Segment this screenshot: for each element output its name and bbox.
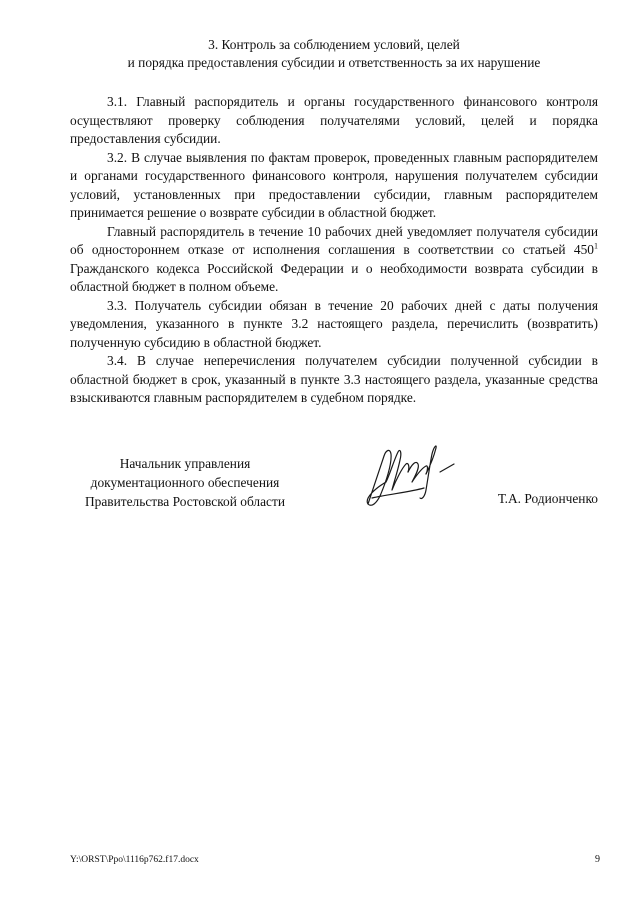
signatory-title-line-1: Начальник управления xyxy=(119,456,251,471)
signature-block xyxy=(70,454,598,524)
paragraph-3-3: 3.3. Получатель субсидии обязан в течение 20 рабочих дней с даты получения уведомления, указанного в пункте 3.2 настоящего раздела, перечислить (возвратить) полученную субсидию в областной бюджет. xyxy=(70,297,598,350)
handwritten-signature xyxy=(350,438,460,516)
paragraph-3-4: 3.4. В случае неперечисления получателем субсидии полученной субсидии в областной бюджет в срок, указанный в пункте 3.3 настоящего раздела, указанные средства взыскиваются главным распорядителем в судебном порядке. xyxy=(70,353,598,405)
article-superscript: 1 xyxy=(594,241,598,251)
paragraph-3-2-notice xyxy=(70,223,598,297)
signatory-name: Т.А. Родионченко xyxy=(497,491,598,506)
footer-file-path: Y:\ORST\Ppo\1116p762.f17.docx xyxy=(70,855,199,865)
paragraph-3-2-notice-text-end: Гражданского кодекса Российской Федерации и о необходимости возврата субсидии в областной бюджет в полном объеме. xyxy=(70,260,598,294)
paragraph-3-2: 3.2. В случае выявления по фактам проверок, проведенных главным распорядителем и органами государственного финансового контроля, нарушения получателем субсидии условий, установленных при предоставлении субсидии, главным распорядителем принимается решение о возврате субсидии в областной бюджет. xyxy=(70,149,598,220)
document-body xyxy=(70,93,598,408)
section-heading xyxy=(70,36,598,72)
signatory-title-line-3: Правительства Ростовской области xyxy=(84,494,286,509)
section-heading-line-2: и порядка предоставления субсидии и ответственность за их нарушение xyxy=(127,55,541,70)
signatory-title xyxy=(70,454,300,511)
footer-page-number: 9 xyxy=(595,854,600,865)
section-heading-line-1: 3. Контроль за соблюдением условий, целей xyxy=(208,37,460,52)
paragraph-3-2-notice-text-start: Главный распорядитель в течение 10 рабочих дней уведомляет получателя субсидии об одностороннем отказе от исполнения соглашения в соответствии со статьей 450 xyxy=(70,223,598,257)
signatory-title-line-2: документационного обеспечения xyxy=(90,475,280,490)
paragraph-3-1: 3.1. Главный распорядитель и органы государственного финансового контроля осуществляют проверку соблюдения получателями условий, целей и порядка предоставления субсидии. xyxy=(70,94,598,146)
